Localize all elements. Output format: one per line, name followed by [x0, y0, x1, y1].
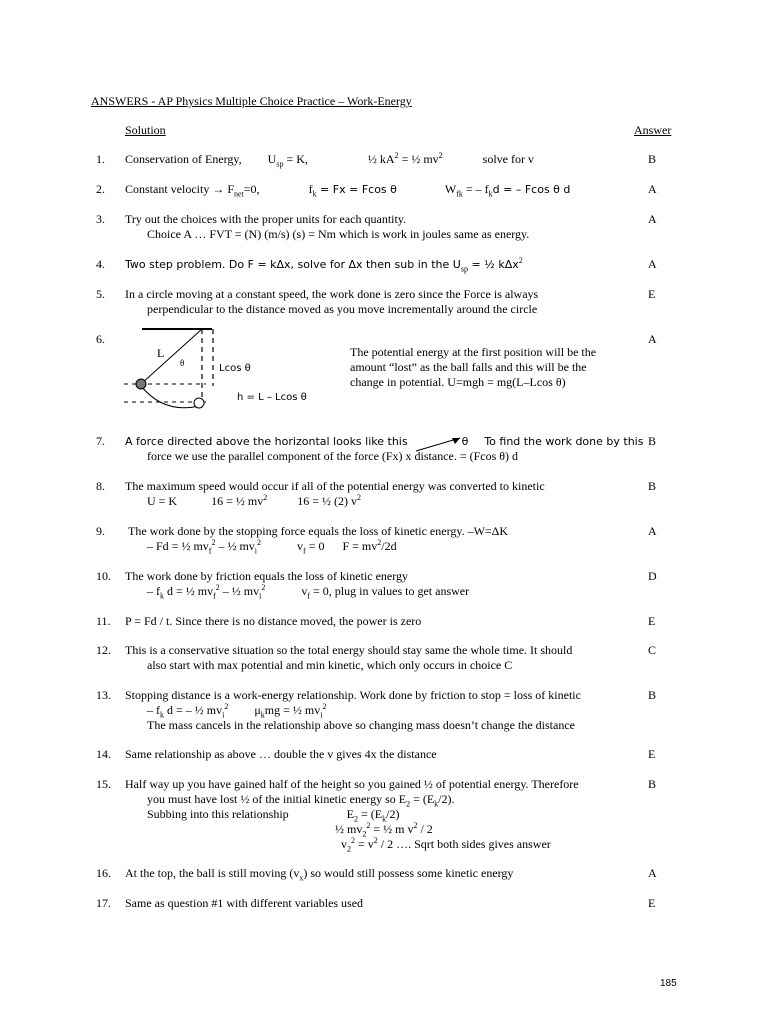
item-answer: B	[648, 777, 657, 791]
answer-column-header: Answer	[634, 123, 672, 137]
item-number: 4.	[96, 257, 105, 271]
ball-start	[136, 379, 146, 389]
item-number: 2.	[96, 182, 105, 196]
item-answer: A	[648, 866, 657, 880]
item-answer: D	[648, 569, 657, 583]
item-solution: Same as question #1 with different variables used	[125, 896, 364, 910]
item-solution: Same relationship as above … double the v gives 4x the distance	[125, 747, 437, 761]
label-lcos: Lcos θ	[219, 363, 251, 374]
item-number: 1.	[96, 152, 105, 166]
item-answer: E	[648, 287, 656, 301]
item-6-solution: The potential energy at the first position will be the amount “lost” as the ball falls and this will be the change in potential. U=mgh = mg(L–Lcos θ)	[350, 345, 597, 389]
item-solution: The work done by the stopping force equals the loss of kinetic energy. –W=ΔK – Fd = ½ $mv_f^2$ – ½ $mv_i^2$ $v_f = 0$ $F = mv^2/2d$	[128, 524, 509, 556]
item-answer: E	[648, 896, 656, 910]
item-answer: E	[648, 614, 656, 628]
label-theta: θ	[180, 358, 185, 368]
item-answer: B	[648, 479, 657, 493]
item-solution: The work done by friction equals the loss of kinetic energy – $f_k$ d = ½ $mv_f^2$ – ½ $mv_i^2$ $v_f = 0$, plug in values to get answer	[125, 569, 470, 601]
item-solution: Stopping distance is a work-energy relationship. Work done by friction to stop = loss of kinetic – $f_k$ d = – ½ $mv_i^2$ $\mu_kmg$ = ½ $mv_i^2$ The mass cancels in the relationship above so changing mass doesn’t change the distance	[125, 688, 581, 732]
item-answer: B	[648, 688, 657, 702]
item-number: 13.	[96, 688, 111, 702]
ball-bottom	[194, 398, 204, 408]
item-answer: A	[648, 257, 657, 271]
force-arrow-icon	[414, 435, 468, 453]
item-solution: Two step problem. Do F = kΔx, solve for Δx then sub in the $U_{sp}$ = ½ kΔx$^2$	[125, 256, 523, 274]
item-number: 8.	[96, 479, 105, 493]
item-number: 7.	[96, 434, 105, 448]
item-number: 6.	[96, 332, 105, 346]
item-answer: C	[648, 643, 657, 657]
item-number: 15.	[96, 777, 111, 791]
item-solution: At the top, the ball is still moving $(v_x)$ so would still possess some kinetic energy	[125, 866, 514, 883]
item-solution: In a circle moving at a constant speed, the work done is zero since the Force is always perpendicular to the distance moved as you move incrementally around the circle	[125, 287, 539, 316]
item-answer: A	[648, 212, 657, 226]
item-solution: Constant velocity → $F_{net}=0$, $f_k = Fx = Fcos$ θ $W_{fk}$ = – $f_kd$ = – Fcos θ d	[125, 182, 571, 199]
item-answer: B	[648, 152, 657, 166]
item-solution: A force directed above the horizontal looks like this θ To find the work done by this force we use the parallel component of the force (Fx) x distance. = (Fcos θ) d	[125, 435, 644, 463]
item-number: 17.	[96, 896, 111, 910]
item-number: 11.	[96, 614, 111, 628]
item-solution: Try out the choices with the proper units for each quantity. Choice A … FVT = (N) (m/s) (s) = Nm which is work in joules same as energy.	[125, 212, 530, 241]
item-answer: B	[648, 434, 657, 448]
label-L: L	[157, 346, 165, 360]
item-solution: This is a conservative situation so the total energy should stay same the whole time. It should also start with max potential and min kinetic, which only occurs in choice C	[125, 643, 573, 672]
item-number: 10.	[96, 569, 111, 583]
pendulum-diagram	[124, 326, 324, 420]
item-number: 12.	[96, 643, 111, 657]
item-solution: The maximum speed would occur if all of the potential energy was converted to kinetic U = K 16 = ½ $mv^2$ 16 = ½ (2) $v^2$	[125, 479, 545, 508]
item-solution: P = Fd / t. Since there is no distance moved, the power is zero	[125, 614, 422, 628]
label-h: h = L – Lcos θ	[237, 392, 307, 403]
item-number: 16.	[96, 866, 111, 880]
item-answer: A	[648, 524, 657, 538]
item-number: 3.	[96, 212, 105, 226]
item-number: 5.	[96, 287, 105, 301]
page-title: ANSWERS - AP Physics Multiple Choice Practice – Work-Energy	[91, 94, 412, 108]
solution-column-header: Solution	[125, 123, 166, 137]
item-answer: E	[648, 747, 656, 761]
page-number: 185	[660, 978, 677, 989]
item-number: 14.	[96, 747, 111, 761]
item-number: 9.	[96, 524, 105, 538]
item-solution: Half way up you have gained half of the height so you gained ½ of potential energy. Therefore you must have lost ½ of the initial kinetic energy so $E_2 = (E_k/2)$. Subbing into this relationship $E_2 = (E_k/2)$ ½ $mv_2^2$ = ½ m $v^2 / 2$ $v_2^2 = v^2 / 2$ …. Sqrt both sides gives answer	[125, 777, 579, 854]
item-answer: A	[648, 182, 657, 196]
item-solution: Conservation of Energy, $U_{sp} = K$, ½ $kA^2$ = ½ $mv^2$ solve for v	[125, 151, 534, 169]
item-answer: A	[648, 332, 657, 346]
